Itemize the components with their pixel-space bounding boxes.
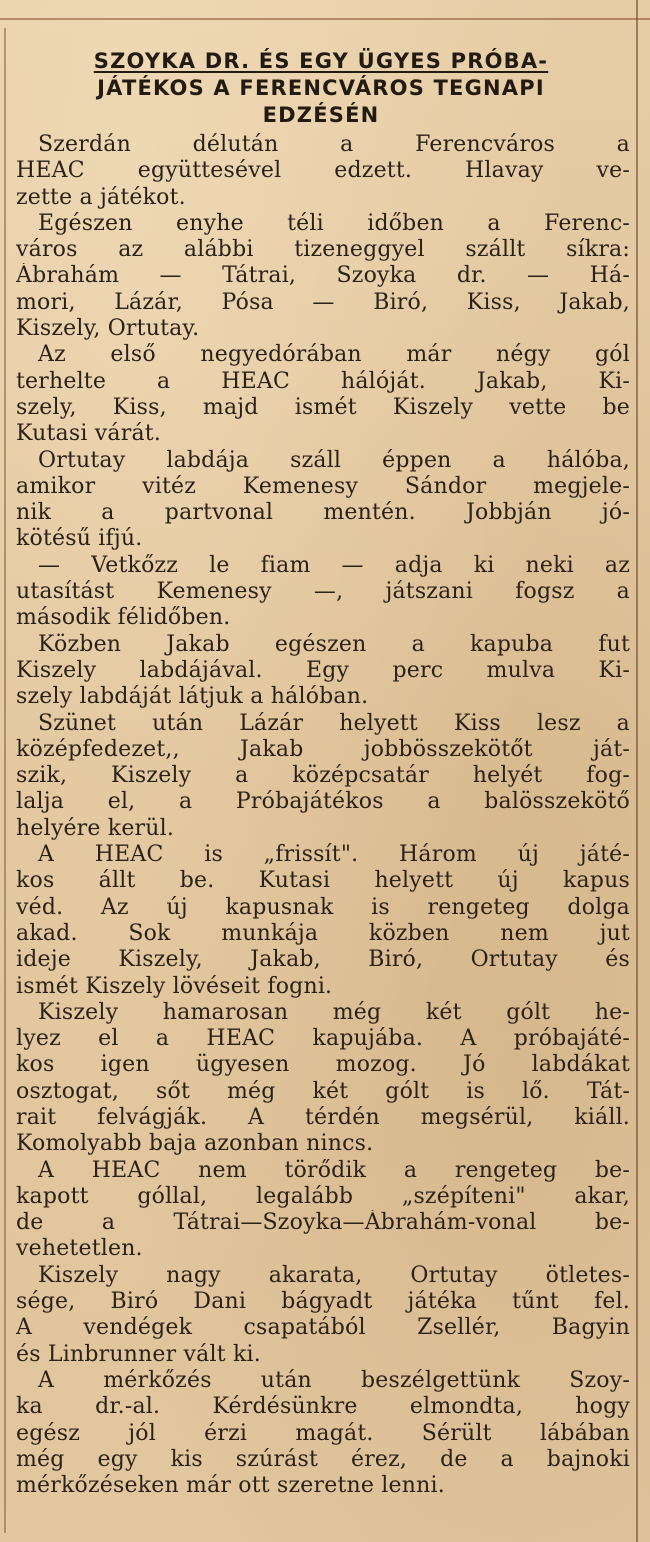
article-line: Kiszely, Ortutay.	[16, 316, 200, 342]
article-line: ismét Kiszely lövéseit fogni.	[16, 973, 333, 999]
headline-line: JÁTÉKOS A FERENCVÁROS TEGNAPI	[97, 76, 545, 100]
article-line: akad. Sok munkája közben nem jut	[16, 920, 630, 946]
article-line: véd. Az új kapusnak is rengeteg dolga	[16, 894, 630, 920]
article-line: sége, Biró Dani bágyadt játéka tűnt fel.	[16, 1289, 630, 1315]
article-line: kos igen ügyesen mozog. Jó labdákat	[16, 1052, 630, 1078]
article-line: szik, Kiszely a középcsatár helyét fog-	[16, 763, 630, 789]
article-line: terhelte a HEAC hálóját. Jakab, Ki-	[16, 368, 630, 394]
left-column-rule	[4, 28, 6, 1533]
article-line: második félidőben.	[16, 605, 231, 631]
article-paragraph	[16, 1158, 630, 1263]
article-paragraph	[16, 711, 630, 842]
article-line: mori, Lázár, Pósa — Biró, Kiss, Jakab,	[16, 289, 630, 315]
article-line: A HEAC is „frissít". Három új játé-	[38, 842, 630, 868]
article-line: lalja el, a Próbajátékos a balösszekötő	[16, 789, 630, 815]
article-line: Szünet után Lázár helyett Kiss lesz a	[38, 710, 630, 736]
article-line: ideje Kiszely, Jakab, Biró, Ortutay és	[16, 947, 630, 973]
headline-line: EDZÉSÉN	[262, 103, 380, 127]
article-line: Egészen enyhe téli időben a Ferenc-	[38, 210, 630, 236]
article-paragraph	[16, 211, 630, 342]
article-line: zette a játékot.	[16, 184, 186, 210]
top-border-rule	[0, 18, 650, 20]
article-paragraph	[16, 842, 630, 1000]
article-paragraph	[16, 632, 630, 711]
article-line: osztogat, sőt még két gólt is lő. Tát-	[16, 1078, 630, 1104]
article-headline	[14, 48, 628, 129]
article-line: utasítást Kemenesy —, játszani fogsz a	[16, 579, 630, 605]
article-line: rait felvágják. A térdén megsérül, kiáll.	[16, 1104, 630, 1130]
article-paragraph	[16, 1000, 630, 1158]
article-line: — Vetkőzz le fiam — adja ki neki az	[38, 552, 630, 578]
article-line: és Linbrunner vált ki.	[16, 1341, 261, 1367]
article-line: Az első negyedórában már négy gól	[38, 342, 630, 368]
article-line: mérkőzéseken már ott szeretne lenni.	[16, 1473, 445, 1499]
right-column-rule	[636, 0, 638, 1542]
article-line: kötésű ifjú.	[16, 526, 143, 552]
article-line: A mérkőzés után beszélgettünk Szoy-	[38, 1367, 630, 1393]
article-line: Ábrahám — Tátrai, Szoyka dr. — Há-	[16, 263, 630, 289]
article-line: szely labdáját látjuk a hálóban.	[16, 684, 369, 710]
article-line: helyére kerül.	[16, 815, 175, 841]
article-paragraph	[16, 448, 630, 553]
article-line: Komolyabb baja azonban nincs.	[16, 1131, 374, 1157]
article-line: lyez el a HEAC kapujába. A próbajáté-	[16, 1026, 630, 1052]
article-line: kos állt be. Kutasi helyett új kapus	[16, 868, 630, 894]
article-line: HEAC együttesével edzett. Hlavay ve-	[16, 158, 630, 184]
article-paragraph	[16, 1368, 630, 1499]
article-line: nik a partvonal mentén. Jobbján jó-	[16, 500, 630, 526]
headline-line: SZOYKA DR. ÉS EGY ÜGYES PRÓBA-	[93, 49, 549, 73]
article-paragraph	[16, 132, 630, 211]
article-line: A vendégek csapatából Zsellér, Bagyin	[16, 1315, 630, 1341]
article-line: Ortutay labdája száll éppen a hálóba,	[38, 447, 630, 473]
article-line: még egy kis szúrást érez, de a bajnoki	[16, 1446, 630, 1472]
article-paragraph	[16, 553, 630, 632]
article-line: A HEAC nem törődik a rengeteg be-	[38, 1157, 630, 1183]
article-paragraph	[16, 1263, 630, 1368]
article-line: egész jól érzi magát. Sérült lábában	[16, 1420, 630, 1446]
article-line: Szerdán délután a Ferencváros a	[38, 132, 630, 157]
article-line: ka dr.-al. Kérdésünkre elmondta, hogy	[16, 1394, 630, 1420]
article-line: kapott góllal, legalább „szépíteni" akar,	[16, 1183, 630, 1209]
article-line: vehetetlen.	[16, 1236, 143, 1262]
article-line: Kutasi várát.	[16, 421, 162, 447]
article-line: Közben Jakab egészen a kapuba fut	[38, 631, 630, 657]
article-body	[16, 132, 630, 1499]
article-line: amikor vitéz Kemenesy Sándor megjele-	[16, 473, 630, 499]
article-line: város az alábbi tizeneggyel szállt síkra:	[16, 237, 630, 263]
article-line: Kiszely nagy akarata, Ortutay ötletes-	[38, 1262, 630, 1288]
article-paragraph	[16, 342, 630, 447]
article-line: középfedezet,, Jakab jobbösszekötőt ját-	[16, 736, 630, 762]
article-line: szely, Kiss, majd ismét Kiszely vette be	[16, 394, 630, 420]
article-line: de a Tátrai—Szoyka—Ábrahám-vonal be-	[16, 1210, 630, 1236]
article-line: Kiszely labdájával. Egy perc mulva Ki-	[16, 657, 630, 683]
article-line: Kiszely hamarosan még két gólt he-	[38, 999, 630, 1025]
